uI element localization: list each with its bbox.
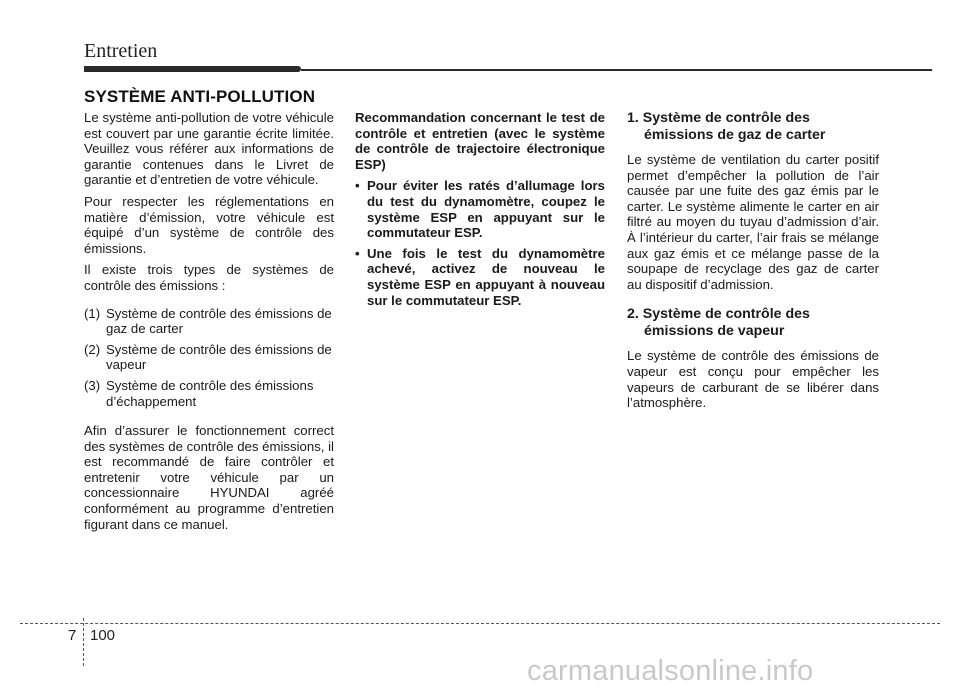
list-item	[84, 306, 334, 337]
paragraph: Afin d’assurer le fonctionnement correct des systèmes de contrôle des émissions, il est recommandé de faire contrôler et entretenir votre véhicule par un concessionnaire HYUNDAI agréé conformément au programme d’entretien figurant dans ce manuel.	[84, 423, 334, 532]
bullet-text: Une fois le test du dynamomètre achevé, activez de nouveau le système ESP en appuyant à nouveau sur le commutateur ESP.	[367, 245, 605, 308]
paragraph: Le système de ventilation du carter positif permet d’empêcher la pollution de l’air causée par une fuite des gaz émis par le carter. Le système alimente le carter en air filtré au moyen du tuyau d’admission d’air. À l’intérieur du carter, l’air frais se mélange aux gaz émis et ce mélange passe de la soupape de recyclage des gaz de carter au dispositif d’admission.	[627, 152, 879, 292]
bullet-item	[355, 246, 605, 308]
emission-systems-list	[84, 306, 334, 410]
header-bar-rule	[301, 69, 932, 71]
list-text: Système de contrôle des émissions de vapeur	[106, 341, 332, 373]
bullet-text: Pour éviter les ratés d’allumage lors du test du dynamomètre, coupez le système ESP en appuyant sur le commutateur ESP.	[367, 178, 605, 241]
footer-vertical-divider	[83, 618, 84, 666]
subsection-title: 2. Système de contrôle des émissions de vapeur	[627, 306, 810, 340]
subsection-title: 1. Système de contrôle des émissions de gaz de carter	[627, 110, 826, 143]
header-bar-thick	[84, 66, 301, 72]
list-text: Système de contrôle des émissions de gaz de carter	[106, 305, 332, 337]
page-number: 100	[90, 627, 116, 644]
bullet-icon: •	[355, 245, 360, 261]
paragraph: Il existe trois types de systèmes de contrôle des émissions :	[84, 262, 334, 293]
chapter-number: 7	[68, 627, 77, 644]
bullet-item	[355, 178, 605, 240]
list-number: (3)	[84, 377, 101, 393]
list-number: (1)	[84, 305, 101, 321]
footer-divider	[20, 623, 940, 624]
page-header-title: Entretien	[84, 40, 158, 62]
recommendation-heading: Recommandation concernant le test de contrôle et entretien (avec le système de contrôle de trajectoire électronique ESP)	[355, 110, 605, 172]
list-text: Système de contrôle des émissions d’échappement	[106, 377, 314, 409]
bullet-icon: •	[355, 178, 360, 194]
list-item	[84, 342, 334, 373]
column-middle	[355, 110, 605, 313]
column-left	[84, 110, 334, 538]
paragraph: Le système de contrôle des émissions de vapeur est conçu pour empêcher les vapeurs de carburant de se libérer dans l’atmosphère.	[627, 348, 879, 411]
section-title: SYSTÈME ANTI-POLLUTION	[84, 87, 316, 106]
list-item	[84, 378, 334, 409]
column-right	[627, 110, 879, 411]
list-number: (2)	[84, 341, 101, 357]
paragraph: Pour respecter les réglementations en matière d’émission, votre véhicule est équipé d’un système de contrôle des émissions.	[84, 193, 334, 256]
paragraph: Le système anti-pollution de votre véhicule est couvert par une garantie écrite limitée. Veuillez vous référer aux informations de garantie contenues dans le Livret de garantie et d’entretien de votre véhicule.	[84, 110, 334, 188]
watermark: carmanualsonline.info	[527, 655, 814, 687]
